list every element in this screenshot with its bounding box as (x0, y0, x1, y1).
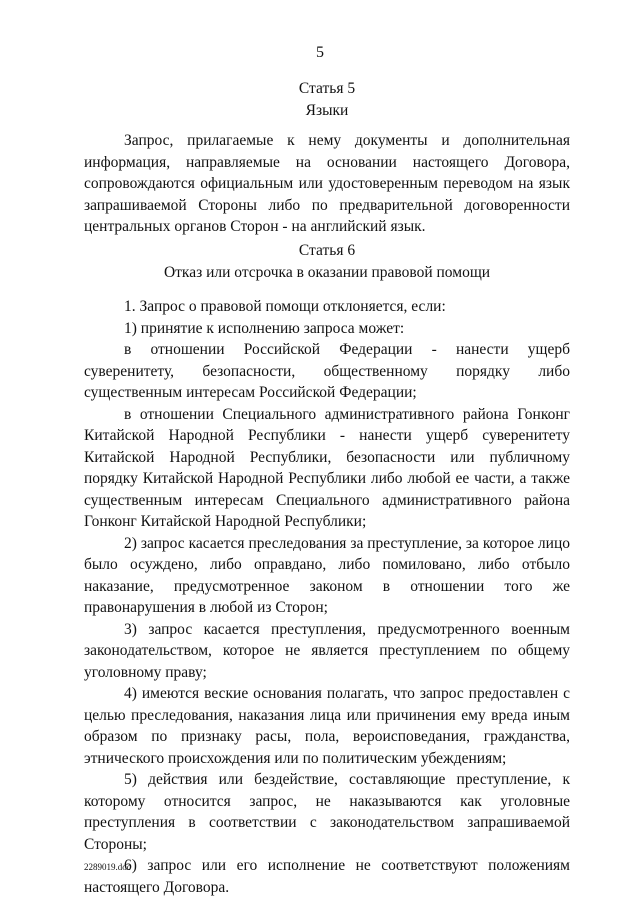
article-6-paragraph: в отношении Российской Федерации - нанести ущерб суверенитету, безопасности, общественному порядку либо существенным интересам Российской Федерации; (84, 341, 570, 401)
article-6-paragraph: 5) действия или бездействие, составляющие преступление, к которому относится запрос, не наказываются как уголовные преступления в соответствии с законодательством запрашиваемой Стороны; (84, 771, 570, 853)
article-6-paragraph: 3) запрос касается преступления, предусмотренного военным законодательством, которое не является преступлением по общему уголовному праву; (84, 620, 570, 681)
article-6-paragraph: 2) запрос касается преследования за преступление, за которое лицо было осуждено, либо оправдано, либо помиловано, либо отбыло наказание, предусмотренное законом в отношении того же правонарушения в любой из Сторон; (84, 534, 570, 616)
article-5-heading (84, 78, 570, 121)
article-5-subtitle: Языки (305, 101, 349, 119)
article-6-title: Статья 6 (298, 242, 356, 259)
article-5-title: Статья 5 (298, 80, 356, 97)
article-6-paragraph: 4) имеются веские основания полагать, что запрос предоставлен с целью преследования, наказания лица или причинения ему вреда иным образом по признаку расы, пола, вероисповедания, гражданства, этнического происхождения или по политическим убеждениям; (84, 685, 570, 767)
article-5-paragraph: Запрос, прилагаемые к нему документы и дополнительная информация, направляемые на основании настоящего Договора, сопровождаются официальным или удостоверенным переводом на язык запрашиваемой Стороны либо по предварительной договоренности центральных органов Сторон - на английский язык. (84, 132, 570, 235)
article-6-subtitle: Отказ или отсрочка в оказании правовой помощи (163, 263, 491, 281)
article-6-paragraph: 1. Запрос о правовой помощи отклоняется, если: (124, 298, 446, 315)
article-6-paragraph: 1) принятие к исполнению запроса может: (124, 319, 405, 337)
article-6-paragraph: в отношении Специального административного района Гонконг Китайской Народной Республики - нанести ущерб суверенитету Китайской Народной Республики, безопасности или публичному порядку Китайской Народной Республики либо любой ее части, а также существенным интересам Специального административного района Гонконг Китайской Народной Республики; (84, 405, 570, 530)
article-6-paragraph: 6) запрос или его исполнение не соответствуют положениям настоящего Договора. (84, 857, 570, 896)
article-6-heading (84, 240, 570, 283)
footer-filename: 2289019.doc (84, 862, 131, 872)
page-number: 5 (316, 44, 324, 61)
article-6-body (84, 296, 570, 898)
